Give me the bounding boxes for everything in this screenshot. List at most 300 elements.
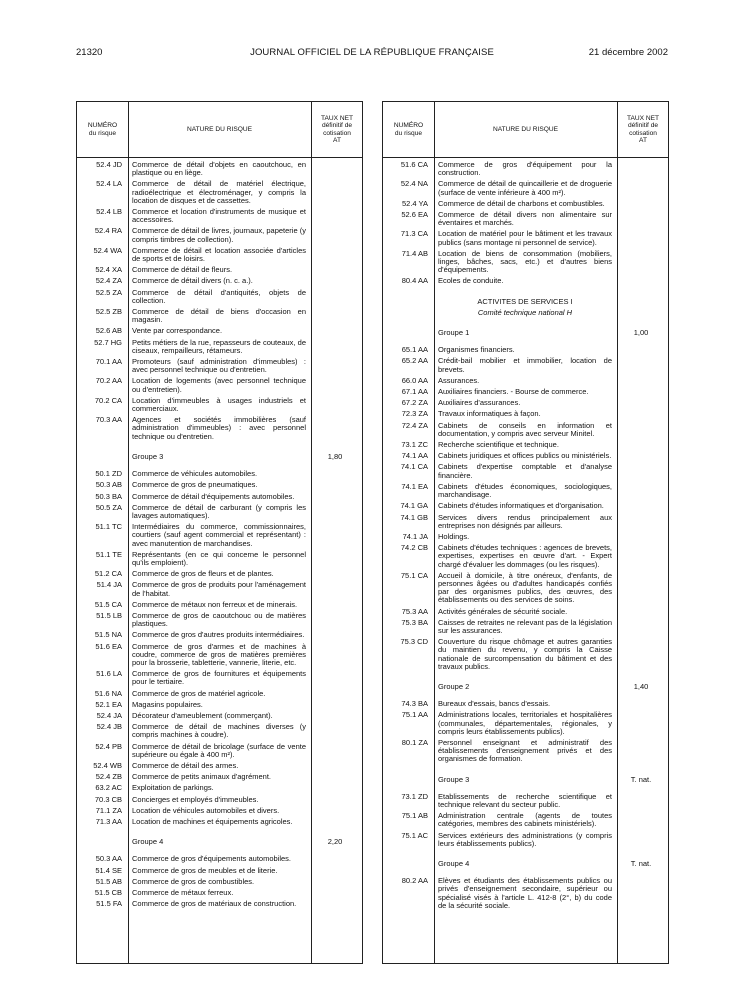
rate-value xyxy=(615,619,667,635)
risk-nature: Accueil à domicile, à titre onéreux, d'enfants, de personnes âgées ou d'adultes handicapés confiés par des organismes publics, des œuvres, des établissements ou des services de soins. xyxy=(438,570,612,605)
risk-row xyxy=(77,551,362,567)
risk-nature: Commerce de gros de meubles et de literie. xyxy=(132,865,278,875)
risk-code: 51.5 FA xyxy=(96,899,122,909)
risk-code xyxy=(383,683,432,691)
right-table-body xyxy=(383,161,668,913)
rate-value xyxy=(309,723,361,739)
risk-nature: Commerce de gros de caoutchouc ou de matières plastiques. xyxy=(132,610,306,629)
risk-row xyxy=(383,514,668,530)
rate-value xyxy=(615,638,667,671)
risk-nature: Location d'immeubles à usages industriels et commerciaux. xyxy=(132,395,306,414)
risk-nature: Commerce de gros d'équipement pour la construction. xyxy=(438,160,612,178)
risk-nature: Location de biens de consommation (mobiliers, linges, bâches, sacs, etc.) et d'autres biens d'équipements. xyxy=(438,248,612,275)
risk-code: 75.3 BA xyxy=(401,617,428,627)
risk-row xyxy=(383,277,668,285)
risk-nature: Commerce de métaux ferreux. xyxy=(132,888,234,898)
rate-value xyxy=(615,298,667,306)
rate-value: T. nat. xyxy=(630,859,652,868)
risk-row xyxy=(383,161,668,177)
risk-code: 74.1 AA xyxy=(401,451,428,461)
risk-nature: Intermédiaires du commerce, commissionnaires, courtiers (sauf agent commercial et représentant) : avec manutention de marchandises. xyxy=(132,522,306,548)
risk-nature: Personnel enseignant et administratif des établissements d'enseignement privés et des organismes de formation. xyxy=(438,737,612,764)
rate-value xyxy=(309,701,361,709)
risk-code: 52.4 LA xyxy=(96,179,122,189)
rate-value xyxy=(615,463,667,479)
risk-nature: Concierges et employés d'immeubles. xyxy=(132,794,259,804)
risk-code: 52.4 ZB xyxy=(95,772,122,782)
risk-row xyxy=(77,289,362,305)
risk-row xyxy=(77,327,362,335)
risk-code: 80.4 AA xyxy=(401,276,428,286)
rate-value xyxy=(309,358,361,374)
risk-row xyxy=(77,266,362,274)
left-risk-table xyxy=(76,101,363,964)
rate-value: 1,00 xyxy=(633,328,649,338)
risk-row xyxy=(77,784,362,792)
nature-column-header: NATURE DU RISQUE xyxy=(186,125,253,133)
group-row xyxy=(77,453,362,461)
risk-row xyxy=(383,533,668,541)
rate-value xyxy=(309,743,361,759)
rate-value xyxy=(309,277,361,285)
rate-value xyxy=(309,855,361,863)
risk-row xyxy=(383,346,668,354)
risk-row xyxy=(77,397,362,413)
rate-value xyxy=(309,523,361,548)
rate-value xyxy=(309,227,361,243)
risk-nature: Décorateur d'ameublement (commerçant). xyxy=(132,710,273,720)
risk-row xyxy=(77,377,362,393)
risk-code: 75.1 AC xyxy=(401,830,428,840)
risk-nature: Commerce de gros de produits pour l'aménagement de l'habitat. xyxy=(132,580,306,598)
risk-row xyxy=(383,700,668,708)
rate-value xyxy=(309,161,361,177)
risk-row xyxy=(383,463,668,479)
risk-code: 52.6 EA xyxy=(401,210,428,220)
risk-nature: Assurances. xyxy=(438,375,480,385)
risk-nature: Commerce de détail d'équipements automobiles. xyxy=(132,491,295,501)
risk-code: 63.2 AC xyxy=(95,783,122,793)
risk-code xyxy=(383,776,432,784)
rate-value xyxy=(615,161,667,177)
rate-value xyxy=(309,377,361,393)
risk-row xyxy=(383,638,668,671)
risk-nature: Travaux informatiques à façon. xyxy=(438,409,541,419)
risk-nature: Magasins populaires. xyxy=(132,699,203,709)
risk-nature: Commerce de détail de charbons et combustibles. xyxy=(438,198,605,208)
risk-code: 51.6 EA xyxy=(95,641,122,651)
rate-value xyxy=(615,739,667,764)
risk-nature: Auxiliaires d'assurances. xyxy=(438,398,521,408)
rate-value: 1,80 xyxy=(327,451,343,461)
risk-row xyxy=(77,570,362,578)
risk-nature: Commerce de gros de fleurs et de plantes. xyxy=(132,569,274,579)
risk-nature: Location de logements (avec personnel technique ou d'entretien). xyxy=(132,376,306,394)
risk-code: 80.1 ZA xyxy=(401,737,428,747)
rate-value xyxy=(309,208,361,224)
risk-row xyxy=(77,339,362,355)
risk-code: 51.5 NA xyxy=(94,630,122,640)
risk-row xyxy=(383,452,668,460)
risk-row xyxy=(77,358,362,374)
risk-row xyxy=(383,483,668,499)
risk-row xyxy=(77,867,362,875)
risk-row xyxy=(383,572,668,605)
rate-value xyxy=(309,796,361,804)
risk-row xyxy=(77,208,362,224)
rate-value xyxy=(615,441,667,449)
risk-code: 65.1 AA xyxy=(401,345,428,355)
risk-row xyxy=(77,612,362,628)
group-label: Groupe 1 xyxy=(438,328,470,338)
risk-code: 51.5 LB xyxy=(96,610,122,620)
risk-code: 52.4 JD xyxy=(96,160,122,169)
rate-value xyxy=(615,230,667,246)
risk-code: 72.3 ZA xyxy=(401,409,428,419)
risk-code: 66.0 AA xyxy=(401,375,428,385)
risk-nature: Services extérieurs des administrations (y compris leurs établissements publics). xyxy=(438,830,612,848)
left-table-body xyxy=(77,161,362,911)
risk-row xyxy=(77,227,362,243)
rate-value xyxy=(309,551,361,567)
risk-code: 50.3 BA xyxy=(95,491,122,501)
risk-code: 74.1 GA xyxy=(400,501,428,511)
risk-row xyxy=(77,523,362,548)
section-title-row xyxy=(383,298,668,306)
rate-value xyxy=(309,570,361,578)
risk-nature: Activités générales de sécurité sociale. xyxy=(438,606,568,616)
rate-value xyxy=(309,818,361,826)
risk-row xyxy=(383,608,668,616)
risk-row xyxy=(77,712,362,720)
rate-value xyxy=(615,812,667,828)
risk-nature: Auxiliaires financiers. - Bourse de commerce. xyxy=(438,387,589,397)
risk-nature: Commerce de détail de machines diverses (y compris machines à coudre). xyxy=(132,722,306,740)
rate-value xyxy=(309,867,361,875)
risk-row xyxy=(383,502,668,510)
group-label: Groupe 4 xyxy=(132,837,164,847)
rate-value xyxy=(309,612,361,628)
risk-code: 72.4 ZA xyxy=(401,420,428,430)
right-risk-table xyxy=(382,101,669,964)
risk-nature: Comité technique national H xyxy=(477,307,573,317)
risk-code: 74.3 BA xyxy=(401,699,428,709)
risk-code: 71.4 AB xyxy=(401,248,428,258)
risk-nature: Commerce de détail de quincaillerie et de droguerie (surface de vente inférieure à 400 m²). xyxy=(438,179,612,197)
risk-code: 75.1 AA xyxy=(401,710,428,720)
risk-nature: Commerce de gros de matériel agricole. xyxy=(132,688,266,698)
risk-row xyxy=(77,743,362,759)
rate-value: T. nat. xyxy=(630,774,652,784)
risk-row xyxy=(383,399,668,407)
risk-code: 70.1 AA xyxy=(95,357,122,367)
rate-column-header: TAUX NET définitif de cotisation AT xyxy=(626,114,660,144)
risk-nature: ACTIVITES DE SERVICES I xyxy=(477,296,573,306)
risk-code: 51.4 SE xyxy=(95,865,122,875)
risk-nature: Commerce de métaux non ferreux et de minerais. xyxy=(132,599,298,609)
risk-nature: Représentants (en ce qui concerne le personnel qu'ils emploient). xyxy=(132,549,306,567)
risk-code: 67.2 ZA xyxy=(401,398,428,408)
risk-row xyxy=(383,739,668,764)
rate-value: 2,20 xyxy=(327,837,343,847)
rate-value xyxy=(309,180,361,205)
rate-value xyxy=(309,327,361,335)
risk-code: 65.2 AA xyxy=(401,356,428,366)
risk-row xyxy=(383,832,668,848)
rate-value xyxy=(309,581,361,597)
risk-code: 52.4 LB xyxy=(96,207,122,217)
risk-code: 71.3 AA xyxy=(95,817,122,826)
risk-code: 52.4 PB xyxy=(95,741,122,751)
risk-nature: Ecoles de conduite. xyxy=(438,276,504,286)
risk-code: 70.3 AA xyxy=(95,415,122,425)
risk-code: 51.5 CA xyxy=(94,599,122,609)
risk-nature: Etablissements de recherche scientifique et technique relevant du secteur public. xyxy=(438,791,612,809)
risk-nature: Cabinets d'études économiques, sociologiques, marchandisage. xyxy=(438,481,612,500)
code-column-header: NUMÉRO du risque xyxy=(87,122,118,137)
risk-nature: Bureaux d'essais, bancs d'essais. xyxy=(438,699,551,709)
rate-value xyxy=(615,832,667,848)
group-row xyxy=(383,860,668,868)
risk-code xyxy=(383,860,432,868)
group-row xyxy=(77,838,362,846)
risk-code xyxy=(383,298,432,306)
risk-code: 52.6 AB xyxy=(95,326,122,336)
group-row xyxy=(383,776,668,784)
risk-nature: Commerce de gros d'équipements automobiles. xyxy=(132,854,292,864)
risk-code: 74.1 CA xyxy=(400,462,428,472)
risk-row xyxy=(383,619,668,635)
rate-value xyxy=(615,250,667,275)
risk-code: 52.4 WA xyxy=(93,245,122,255)
section-subtitle-row xyxy=(383,309,668,317)
rate-value xyxy=(615,502,667,510)
risk-row xyxy=(383,230,668,246)
risk-row xyxy=(383,877,668,910)
risk-code: 52.4 WB xyxy=(93,760,122,770)
risk-row xyxy=(383,441,668,449)
rate-value xyxy=(615,357,667,373)
rate-value xyxy=(615,399,667,407)
risk-nature: Commerce de détail de biens d'occasion en magasin. xyxy=(132,307,306,325)
rate-value xyxy=(309,784,361,792)
rate-value xyxy=(615,277,667,285)
rate-value xyxy=(615,483,667,499)
risk-code: 51.6 CA xyxy=(400,160,428,169)
risk-code: 51.1 TE xyxy=(95,549,122,559)
risk-code: 52.4 NA xyxy=(400,179,428,189)
risk-row xyxy=(77,470,362,478)
risk-nature: Commerce de détail des armes. xyxy=(132,760,239,770)
risk-row xyxy=(383,377,668,385)
risk-code xyxy=(383,329,432,337)
rate-value xyxy=(309,481,361,489)
risk-nature: Location de machines et équipements agricoles. xyxy=(132,817,293,826)
rate-value xyxy=(615,514,667,530)
risk-nature: Commerce de gros de matériaux de construction. xyxy=(132,899,297,909)
risk-nature: Couverture du risque chômage et autres garanties du maintien du revenu, y compris la Caisse nationale de surcompensation du bâtiment et des travaux publics. xyxy=(438,637,612,671)
rate-value xyxy=(309,266,361,274)
code-column-header: NUMÉRO du risque xyxy=(393,122,424,137)
risk-row xyxy=(383,410,668,418)
risk-row xyxy=(77,889,362,897)
risk-code: 52.5 ZA xyxy=(95,287,122,297)
risk-nature: Commerce de gros d'armes et de machines à coudre, commerce de gros de matières premières pour la brosserie, tabletterie, vannerie, literie, etc. xyxy=(132,641,306,667)
risk-row xyxy=(383,250,668,275)
risk-nature: Location de matériel pour le bâtiment et les travaux publics (sans montage ni personnel de service). xyxy=(438,229,612,247)
rate-value xyxy=(309,643,361,668)
risk-row xyxy=(77,818,362,826)
risk-nature: Commerce de détail d'objets en caoutchouc, en plastique ou en liège. xyxy=(132,160,306,178)
risk-code: 52.7 HG xyxy=(94,337,122,347)
risk-row xyxy=(77,504,362,520)
rate-value xyxy=(309,807,361,815)
risk-code: 74.2 CB xyxy=(400,543,428,553)
risk-nature: Cabinets juridiques et offices publics ou ministériels. xyxy=(438,451,612,461)
risk-code: 75.3 AA xyxy=(401,606,428,616)
risk-nature: Commerce de petits animaux d'agrément. xyxy=(132,772,271,782)
risk-nature: Commerce de détail de carburant (y compris les lavages automatiques). xyxy=(132,502,306,520)
risk-nature: Agences et sociétés immobilières (sauf administration d'immeubles) : avec personnel technique ou d'entretien. xyxy=(132,415,306,441)
nature-column-header: NATURE DU RISQUE xyxy=(492,125,559,133)
risk-code: 50.3 AB xyxy=(95,480,122,490)
risk-code xyxy=(383,309,432,317)
risk-code: 52.4 XA xyxy=(95,265,122,275)
risk-code: 51.6 LA xyxy=(96,669,122,679)
risk-code: 52.1 EA xyxy=(95,699,122,709)
risk-row xyxy=(383,544,668,569)
risk-code xyxy=(77,453,126,461)
risk-nature: Cabinets d'études informatiques et d'organisation. xyxy=(438,501,604,511)
risk-nature: Services divers rendus principalement aux entreprises non désignés par ailleurs. xyxy=(438,512,612,530)
risk-row xyxy=(383,180,668,196)
risk-code: 51.5 CB xyxy=(94,888,122,898)
risk-code: 75.1 CA xyxy=(400,570,428,580)
risk-row xyxy=(383,388,668,396)
header-divider xyxy=(383,157,668,158)
rate-value xyxy=(309,773,361,781)
rate-value xyxy=(309,690,361,698)
rate-value xyxy=(615,877,667,910)
rate-value xyxy=(309,900,361,908)
risk-row xyxy=(383,422,668,438)
risk-nature: Commerce de gros d'autres produits intermédiaires. xyxy=(132,630,305,640)
risk-row xyxy=(383,200,668,208)
rate-value xyxy=(615,793,667,809)
risk-row xyxy=(77,581,362,597)
risk-code: 51.4 JA xyxy=(96,580,122,590)
rate-value xyxy=(615,572,667,605)
risk-code: 50.5 ZA xyxy=(95,502,122,512)
risk-row xyxy=(77,807,362,815)
group-label: Groupe 4 xyxy=(438,859,470,868)
rate-value xyxy=(309,670,361,686)
risk-code: 52.4 JA xyxy=(96,710,122,720)
risk-row xyxy=(383,812,668,828)
risk-nature: Location de véhicules automobiles et divers. xyxy=(132,805,280,815)
risk-code: 74.1 EA xyxy=(401,481,428,491)
risk-nature: Promoteurs (sauf administration d'immeubles) : avec personnel technique ou d'entretien. xyxy=(132,357,306,375)
rate-value xyxy=(615,180,667,196)
risk-row xyxy=(77,690,362,698)
risk-code: 52.4 JB xyxy=(96,722,122,732)
rate-value xyxy=(615,422,667,438)
header-divider xyxy=(77,157,362,158)
risk-row xyxy=(77,416,362,441)
risk-row xyxy=(77,855,362,863)
risk-code: 52.4 YA xyxy=(402,198,428,208)
risk-nature: Crédit-bail mobilier et immobilier, location de brevets. xyxy=(438,356,612,374)
risk-code: 70.2 CA xyxy=(94,395,122,405)
risk-code: 71.3 CA xyxy=(400,229,428,239)
risk-row xyxy=(77,481,362,489)
risk-nature: Commerce de détail de fleurs. xyxy=(132,265,233,275)
rate-value xyxy=(615,309,667,317)
risk-nature: Commerce de véhicules automobiles. xyxy=(132,469,258,479)
risk-nature: Caisses de retraites ne relevant pas de la législation sur les assurances. xyxy=(438,617,612,635)
group-row xyxy=(383,329,668,337)
rate-value xyxy=(309,601,361,609)
rate-value xyxy=(309,339,361,355)
rate-value xyxy=(615,533,667,541)
rate-value xyxy=(615,211,667,227)
rate-value xyxy=(309,289,361,305)
risk-row xyxy=(77,247,362,263)
risk-row xyxy=(77,277,362,285)
risk-row xyxy=(77,631,362,639)
risk-nature: Petits métiers de la rue, repasseurs de couteaux, de ciseaux, rempailleurs, rétameurs. xyxy=(132,337,306,355)
risk-nature: Commerce de détail de matériel électrique, radioélectrique et électroménager, y compris la location de disques et de cassettes. xyxy=(132,179,306,205)
rate-value xyxy=(309,631,361,639)
risk-nature: Commerce de détail divers (n. c. a.). xyxy=(132,276,253,286)
risk-code: 80.2 AA xyxy=(401,876,428,886)
rate-value xyxy=(615,452,667,460)
risk-code: 50.3 AA xyxy=(95,854,122,864)
journal-title: JOURNAL OFFICIEL DE LA RÉPUBLIQUE FRANÇAISE xyxy=(250,47,494,58)
risk-nature: Cabinets de conseils en information et documentation, y compris avec serveur Minitel. xyxy=(438,420,612,438)
rate-value xyxy=(309,308,361,324)
publication-date: 21 décembre 2002 xyxy=(588,47,668,58)
rate-value xyxy=(615,711,667,736)
risk-nature: Commerce de détail de livres, journaux, papeterie (y compris timbres de collection). xyxy=(132,226,306,244)
rate-value xyxy=(615,544,667,569)
rate-value xyxy=(615,377,667,385)
risk-nature: Commerce de détail de bricolage (surface de vente supérieure ou égale à 400 m²). xyxy=(132,741,306,759)
risk-code: 52.5 ZB xyxy=(95,307,122,317)
risk-nature: Organismes financiers. xyxy=(438,345,515,355)
risk-code: 74.1 GB xyxy=(400,512,428,522)
rate-value xyxy=(615,410,667,418)
risk-row xyxy=(383,357,668,373)
rate-value xyxy=(309,762,361,770)
risk-row xyxy=(77,670,362,686)
risk-row xyxy=(383,711,668,736)
risk-row xyxy=(77,601,362,609)
rate-value xyxy=(309,493,361,501)
rate-value xyxy=(309,247,361,263)
risk-row xyxy=(77,762,362,770)
risk-code: 51.2 CA xyxy=(94,569,122,579)
risk-code: 71.1 ZA xyxy=(95,805,122,815)
risk-code: 75.3 CD xyxy=(400,637,428,647)
rate-value xyxy=(615,700,667,708)
risk-row xyxy=(77,180,362,205)
rate-value xyxy=(309,397,361,413)
risk-code: 51.5 AB xyxy=(95,876,122,886)
risk-code: 52.4 ZA xyxy=(95,276,122,286)
risk-code: 73.1 ZD xyxy=(401,791,428,801)
risk-nature: Administrations locales, territoriales et hospitalières (communales, départementales, régionales, y compris leurs établissements publics). xyxy=(438,710,612,736)
